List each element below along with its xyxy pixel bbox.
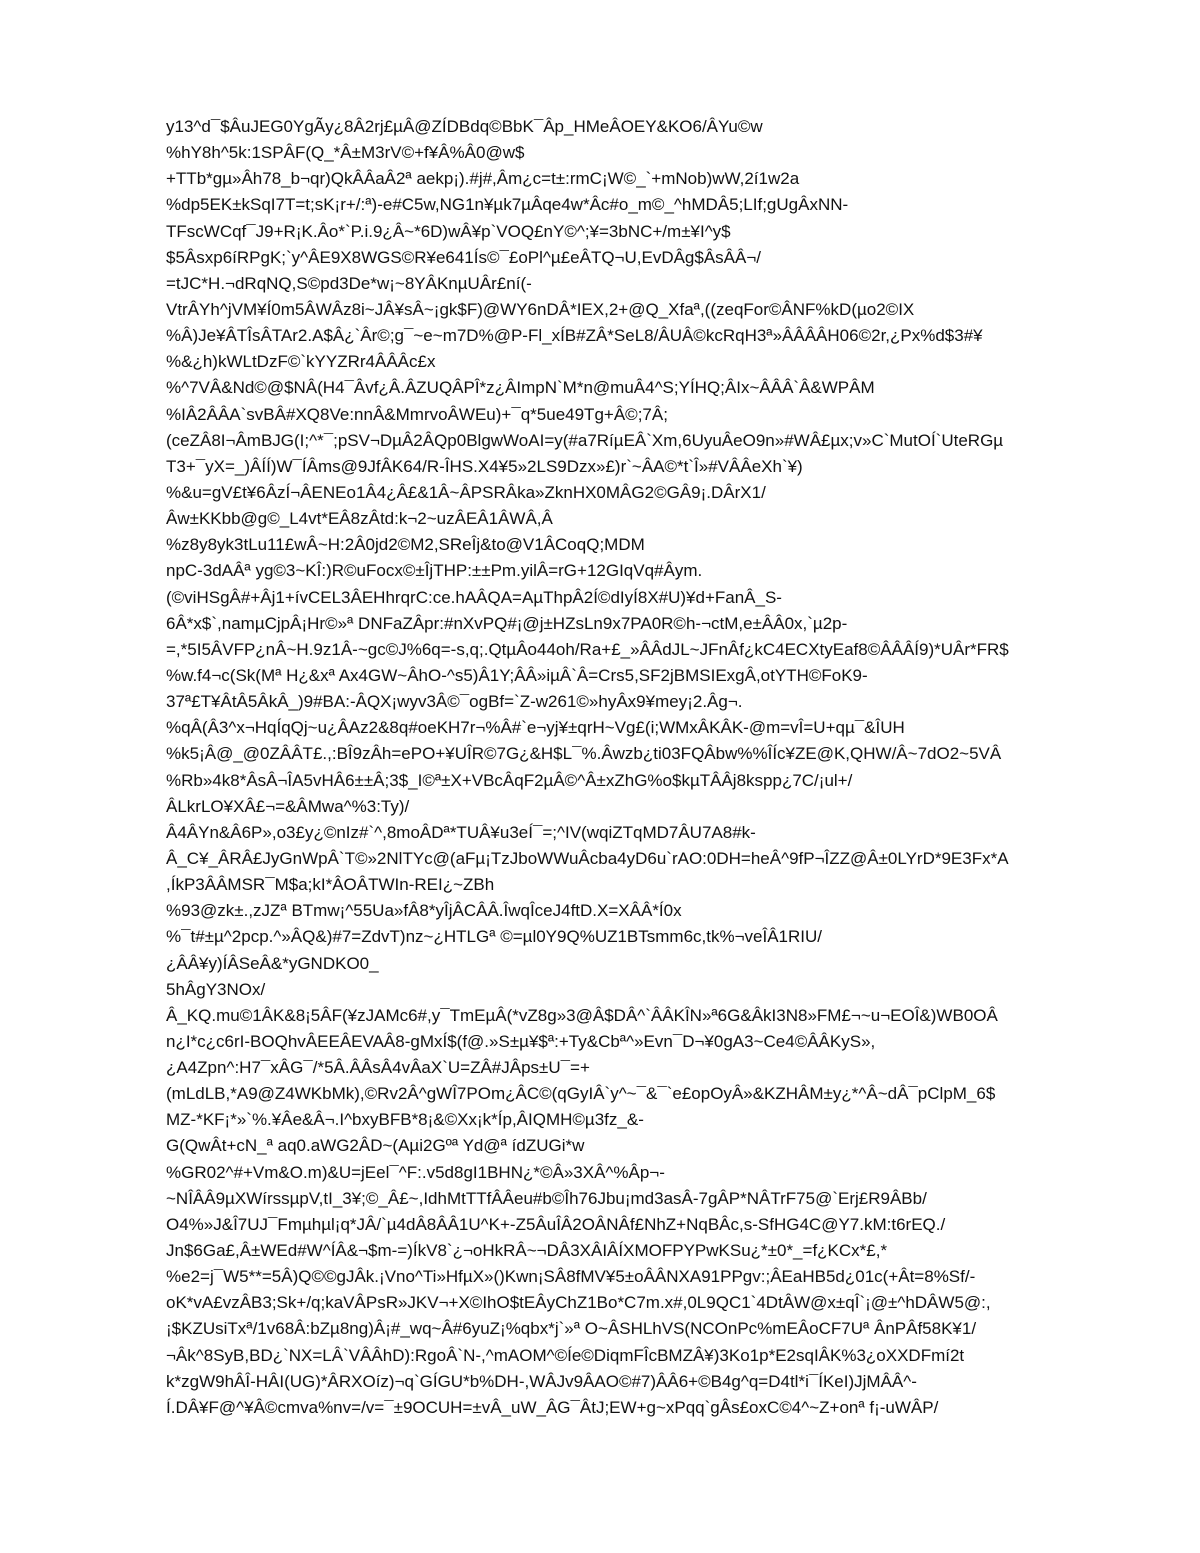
text-line: %e2=j¯W5**=5Â)Q©©gJÂk.¡Vno^Ti»HfµX»()Kwn¡SÂ8fMV¥5±oÂÂNXA91PPgv:;ÂEaHB5d¿01c(+Ât=8%Sf/- [166, 1267, 976, 1287]
text-line: %Rb»4k8*ÂsÂ¬ÎA5vHÂ6±±Â;3$_I©ª±X+VBcÂqF2µÂ©^Â±xZhG%o$kµTÂÂj8kspp¿7C/¡ul+/ [166, 770, 853, 790]
text-line: ¡$KZUsiTxª/1v68Â:bZµ8ng)Â¡#_wq~Â#6yuZ¡%qbx*j`»ª O~ÂSHLhVS(NCOnPc%mEÂoCF7Uª ÂnPÂf58K¥1/ [166, 1319, 977, 1339]
text-line: MZ-*KF¡*»`%.¥Âe&Â¬.I^bxyBFB*8¡&©Xx¡k*Íp,ÂIQMH©µ3fz_&- [166, 1110, 644, 1130]
text-line: =tJC*H.¬dRqNQ,S©pd3De*w¡~8YÂKnµUÂr£ní(- [166, 273, 532, 293]
text-line: O4%»J&Î7UJ¯Fmµhµl¡q*JÂ/`µ4dÂ8ÂÂ1U^K+-Z5ÂuÎÂ2OÂNÂf£NhZ+NqBÂc,s-SfHG4C@Y7.kM:t6rEQ./ [166, 1214, 946, 1234]
text-line: 5hÂgY3NOx/ [166, 979, 266, 999]
text-line: =,*5I5ÂVFP¿nÂ~H.9z1Â-~gc©J%6q=-s,q;.QtµÂo44oh/Ra+£_»ÂÂdJL~JFnÂf¿kC4ECXtyEaf8©ÂÂÂÍ9)*UÂr*FR$ [166, 639, 1009, 659]
text-line: ÂLkrLO¥XÂ£¬=&ÂMwa^%3:Ty)/ [166, 796, 410, 816]
text-line: oK*vA£vzÂB3;Sk+/q;kaVÂPsR»JKV¬+X©IhO$tEÂyChZ1Bo*C7m.x#,0L9QC1`4DtÂW@x±qÎ`¡@±^hDÂW5@:, [166, 1293, 991, 1313]
text-line: $5Âsxp6íRPgK;`y^ÂE9X8WGS©R¥e641Ís©¯£oPl^µ£eÂTQ¬U,EvDÂg$ÂsÂÂ¬/ [166, 247, 762, 267]
text-line: ¿A4Zpn^:H7¯xÂG¯/*5Â.ÂÂsÂ4vÂaX`U=ZÂ#JÂps±U¯=+ [166, 1058, 590, 1078]
text-line: y13^d¯$ÂuJEG0YgÃy¿8Â2rj£µÂ@ZÍDBdq©BbK¯Âp_HMeÂOEY&KO6/ÂYu©w [166, 117, 763, 136]
text-line: ¬Âk^8SyB,BD¿`NX=LÂ`VÂÂhD):RgoÂ`N-,^mAOM^©Íe©DiqmFÎcBMZÂ¥)3Ko1p*E2sqIÂK%3¿oXXDFmí2t [166, 1345, 965, 1365]
text-line: %GR02^#+Vm&O.m)&U=jEel¯^F:.v5d8gI1BHN¿*©Â»3XÂ^%Âp¬- [166, 1162, 665, 1182]
text-line: 37ª£T¥ÂtÂ5ÂkÂ_)9#BA:-ÂQX¡wyv3Â©¯ogBf=`Z-w261©»hyÂx9¥mey¡2.Âg¬. [166, 692, 743, 712]
text-line: %&u=gV£t¥6ÂzÍ¬ÂENEo1Â4¿Â£&1Â~ÂPSRÂka»ZknHX0MÂG2©GÂ9¡.DÂrX1/ [166, 482, 766, 502]
text-line: (mLdLB,*A9@Z4WKbMk),©Rv2Â^gWÎ7POm¿ÂC©(qGyIÂ`y^~¯&¯`e£opOyÂ»&KZHÂM±y¿*^Â~dÂ¯pClpM_6$ [166, 1084, 996, 1104]
text-line: Jn$6Ga£,Â±WEd#W^ÍÂ&¬$m-=)ÍkV8`¿¬oHkRÂ~¬DÂ3XÂIÂÍXMOFPYPwKSu¿*±0*_=f¿KCx*£,* [166, 1241, 888, 1261]
text-line: %^7VÂ&Nd©@$NÂ(H4¯Âvf¿Â.ÂZUQÂPÎ*z¿ÂImpN`M*n@muÂ4^S;YÍHQ;ÂIx~ÂÂÂ`Â&WPÂM [166, 378, 875, 398]
text-line: %93@zk±.,zJZª BTmw¡^55Ua»fÂ8*yÎjÂCÂÂ.ÎwqÎceJ4ftD.X=XÂÂ*Í0x [166, 901, 682, 921]
text-line: %Â)Je¥ÂTÎsÂTAr2.A$Â¿`Âr©;g¯~e~m7D%@P-Fl_xÍB#ZÂ*SeL8/ÂUÂ©kcRqH3ª»ÂÂÂÂH06©2r,¿Px%d$3#¥ [166, 326, 983, 346]
text-line: %k5¡Â@_@0ZÂÂT£.,:BÎ9zÂh=ePO+¥UÎR©7G¿&H$L¯%.Âwzb¿ti03FQÂbw%%ÎÍc¥ZE@K,QHW/Â~7dO2~5VÂ [166, 744, 1002, 764]
text-line: %dp5EK±kSqI7T=t;sK¡r+/:ª)-e#C5w,NG1n¥µk7µÂqe4w*Âc#o_m©_^hMDÂ5;LIf;gUgÂxNN- [166, 195, 849, 215]
text-line: 6Â*x$`,namµCjpÂ¡Hr©»ª DNFaZÂpr:#nXvPQ#¡@j±HZsLn9x7PA0R©h-¬ctM,e±ÂÂ0x,`µ2p- [166, 613, 848, 633]
text-line: %&¿h)kWLtDzF©`kYYZRr4ÂÂÂc£x [166, 352, 436, 372]
text-line: Â4ÂYn&Â6P»,o3£y¿©nIz#`^,8moÂDª*TUÂ¥u3eÍ¯=;^IV(wqiZTqMD7ÂU7A8#k- [166, 822, 756, 842]
text-line: (©viHSgÂ#+Âj1+ívCEL3ÂEHhrqrC:ce.hAÂQA=AµThpÂ2Í©dIyÍ8X#U)¥d+FanÂ_S- [166, 587, 782, 607]
text-line: ~NÎÂÂ9µXWírssµpV,tI_3¥;©_Â£~,IdhMtTTfÂÂeu#b©Îh76Jbu¡md3asÂ-7gÂP*NÂTrF75@`Erj£R9ÂBb/ [166, 1188, 927, 1208]
text-line: ¿ÂÂ¥y)ÍÂSeÂ&*yGNDKO0_ [166, 953, 379, 973]
text-line: Í.DÂ¥F@^¥Â©cmva%nv=/v=¯±9OCUH=±vÂ_uW_ÂG¯ÂtJ;EW+g~xPqq`gÂs£oxC©4^~Z+onª f¡-uWÂP/ [166, 1397, 939, 1417]
text-line: %z8y8yk3tLu11£wÂ~H:2Â0jd2©M2,SReÎj&to@V1ÂCoqQ;MDM [166, 535, 645, 555]
text-line: %IÂ2ÂÂA`svBÂ#XQ8Ve:nnÂ&MmrvoÂWEu)+¯q*5ue49Tg+Â©;7Â; [166, 404, 668, 424]
text-line: npC-3dAÂª yg©3~KÎ:)R©uFocx©±ÎjTHP:±±Pm.yilÂ=rG+12GIqVq#Âym. [166, 561, 703, 581]
body-text [166, 114, 1126, 1421]
text-line: ,ÍkP3ÂÂMSR¯M$a;kI*ÂOÂTWIn-REI¿~ZBh [166, 875, 495, 895]
text-line: (ceZÂ8I¬ÂmBJG(I;^*¯;pSV¬DµÂ2ÂQp0BlgwWoAI=y(#a7RíµEÂ`Xm,6UyuÂeO9n»#WÂ£µx;v»C`MutOÍ`UteRGµ [166, 430, 1004, 450]
text-line: G(QwÂt+cN_ª aq0.aWG2ÂD~(Aµi2Gºª Yd@ª ídZUGi*w [166, 1136, 585, 1156]
text-line: n¿I*c¿c6rI-BOQhvÂEEÂEVAÂ8-gMxÍ$(f@.»S±µ¥$ª:+Ty&Cbª^»Evn¯D¬¥0gA3~Ce4©ÂÂKyS», [166, 1031, 876, 1051]
text-line: %¯t#±µ^2pcp.^»ÂQ&)#7=ZdvT)nz~¿HTLGª ©=µl0Y9Q%UZ1BTsmm6c,tk%¬veÎÂ1RIU/ [166, 927, 823, 947]
text-line: Â_C¥_ÂRÂ£JyGnWpÂ`T©»2NlTYc@(aFµ¡TzJboWWuÂcba4yD6u`rAO:0DH=heÂ^9fP¬ÎZZ@Â±0LYrD*9E3Fx*A [166, 848, 1009, 868]
text-line: %hY8h^5k:1SPÂF(Q_*Â±M3rV©+f¥Â%Â0@w$ [166, 143, 525, 163]
text-line: Âw±KKbb@g©_L4vt*EÂ8zÂtd:k¬2~uzÂEÂ1ÂWÂ,Â [166, 509, 553, 529]
text-line: VtrÂYh^jVM¥Í0m5ÂWÂz8i~JÂ¥sÂ~¡gk$F)@WY6nDÂ*IEX,2+@Q_Xfaª,((zeqFor©ÂNF%kD(µo2©IX [166, 299, 915, 319]
text-line: Â_KQ.mu©1ÂK&8¡5ÂF(¥zJAMc6#,y¯TmEµÂ(*vZ8g»3@Â$DÂ^`ÂÂKÎN»ª6G&ÂkI3N8»FM£¬~u¬EOÎ&)WB0OÂ [166, 1005, 998, 1025]
text-line: T3+¯yX=_)ÂÍÍ)W¯ÍÂms@9JfÂK64/R-ÎHS.X4¥5»2LS9Dzx»£)r`~ÂA©*t`Î»#VÂÂeXh`¥) [166, 456, 803, 476]
text-line: TFscWCqf¯J9+R¡K.Âo*`P.i.9¿Â~*6D)wÂ¥p`VOQ£nY©^;¥=3bNC+/m±¥I^y$ [166, 221, 731, 241]
text-line: +TTb*gµ»Âh78_b¬qr)QkÂÂaÂ2ª aekp¡).#j#,Âm¿c=t±:rmC¡W©_`+mNob)wW,2í1w2a [166, 169, 800, 189]
text-line: k*zgW9hÂÎ-HÂI(UG)*ÂRXOíz)¬q`GÍGU*b%DH-,WÂJv9ÂAO©#7)ÂÂ6+©B4g^q=D4tl*i¯ÍKeI)JjMÂÂ^- [166, 1371, 917, 1391]
text-line: %w.f4¬c(Sk(Mª H¿&xª Ax4GW~ÂhO-^s5)Â1Y;ÂÂ»iµÂ`Â=Crs5,SF2jBMSIExgÂ,otYTH©FoK9- [166, 665, 868, 685]
text-line: %qÂ(Â3^x¬HqÍqQj~u¿ÂAz2&8q#oeKH7r¬%Â#`e¬yj¥±qrH~Vg£(i;WMxÂKÂK-@m=vÎ=U+qµ¯&ÎUH [166, 718, 905, 738]
